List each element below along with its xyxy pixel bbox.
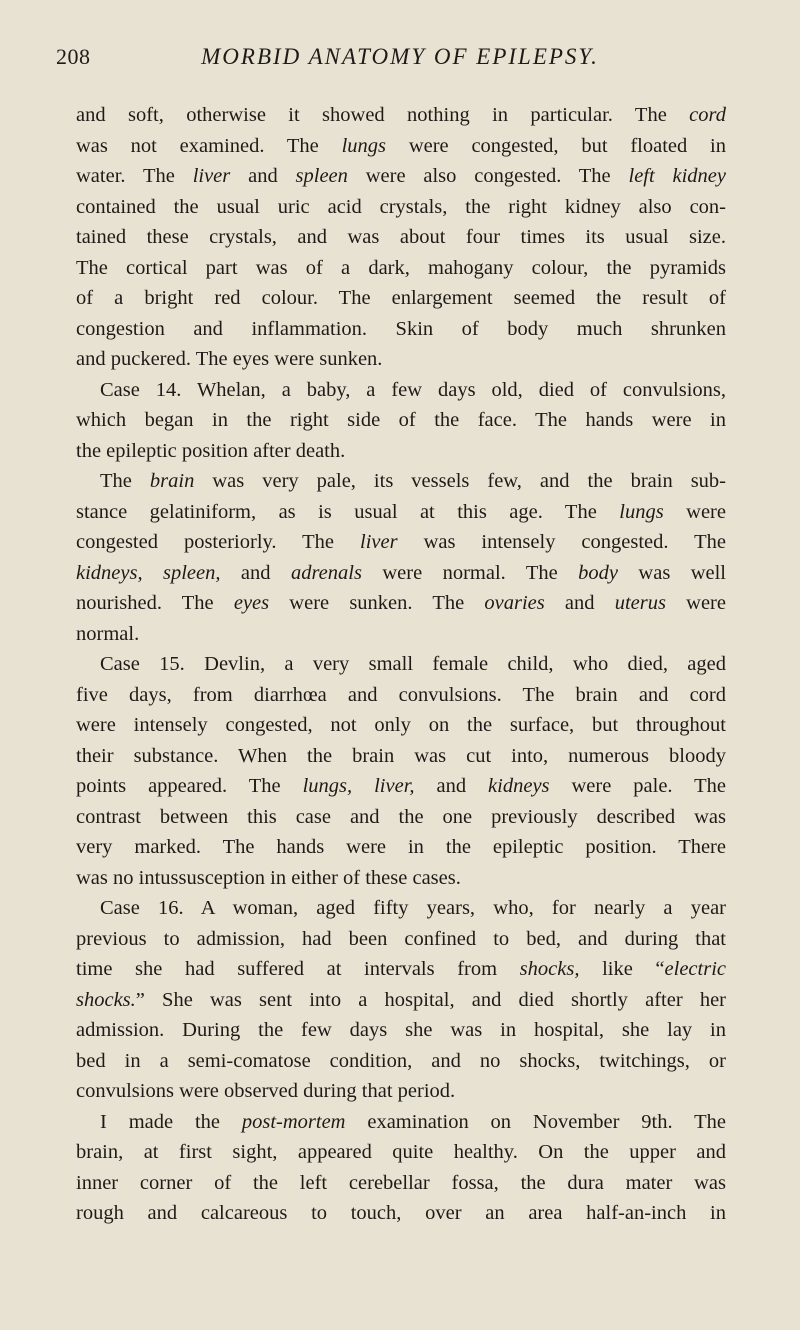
text-segment: five days, from diarrhœa and convulsions. The brain and cord — [76, 683, 726, 706]
text-line — [76, 253, 726, 284]
running-title: MORBID ANATOMY OF EPILEPSY. — [201, 44, 599, 69]
text-line — [76, 893, 726, 924]
text-line — [76, 802, 726, 833]
text-line — [76, 375, 726, 406]
body-text — [76, 100, 726, 1229]
text-segment: congested posteriorly. The — [76, 531, 361, 553]
text-segment: were also congested. The — [347, 165, 629, 187]
text-segment: nourished. The — [76, 592, 234, 614]
italic-term: body — [578, 561, 618, 584]
text-segment: their substance. When the brain was cut into, numerous bloody — [76, 744, 726, 767]
italic-term: shocks. — [76, 988, 136, 1011]
italic-term: lungs, liver, — [302, 775, 415, 797]
text-segment: contained the usual uric acid crystals, the right kidney also con- — [76, 195, 726, 218]
text-segment: the epileptic position after death. — [76, 439, 346, 462]
text-segment: previous to admission, had been confined to bed, and during that — [76, 927, 726, 950]
text-line — [76, 649, 726, 680]
text-segment: Case 14. Whelan, a baby, a few days old, died of convulsions, — [100, 378, 726, 401]
text-line — [76, 863, 726, 894]
italic-term: liver — [192, 165, 231, 187]
text-line — [76, 1137, 726, 1168]
text-segment: were normal. The — [361, 561, 579, 584]
text-segment: and — [414, 775, 489, 797]
italic-term: post-mortem — [241, 1110, 346, 1133]
text-line — [76, 985, 726, 1016]
text-segment: was no intussusception in either of these cases. — [76, 866, 461, 889]
italic-term: left kidney — [628, 165, 727, 187]
text-line — [76, 1046, 726, 1077]
italic-term: ovaries — [484, 592, 545, 614]
italic-term: uterus — [614, 592, 666, 614]
text-segment: I made the — [100, 1110, 242, 1133]
text-line — [76, 710, 726, 741]
text-segment: time she had suffered at intervals from — [76, 958, 520, 980]
text-segment: like “ — [579, 958, 665, 980]
italic-term: lungs — [341, 134, 387, 157]
italic-term: spleen — [295, 165, 348, 187]
text-line — [76, 1198, 726, 1229]
text-line — [76, 405, 726, 436]
page-header — [56, 44, 744, 78]
text-line — [76, 954, 726, 985]
text-line — [76, 741, 726, 772]
italic-term: kidneys, spleen, — [76, 561, 221, 584]
text-segment: brain, at first sight, appeared quite healthy. On the upper and — [76, 1141, 726, 1163]
text-segment: were — [665, 592, 726, 614]
text-line — [76, 466, 726, 497]
text-segment: The — [100, 470, 150, 492]
text-segment: The cortical part was of a dark, mahogany colour, the pyramids — [76, 256, 726, 279]
text-line — [76, 924, 726, 955]
text-line — [76, 131, 726, 162]
text-line — [76, 832, 726, 863]
italic-term: lungs — [619, 500, 664, 523]
page-number: 208 — [56, 44, 91, 69]
text-line — [76, 497, 726, 528]
text-segment: which began in the right side of the face. The hands were in — [76, 409, 726, 431]
italic-term: electric — [664, 958, 726, 980]
text-segment: examination on November 9th. The — [345, 1110, 726, 1133]
text-line — [76, 100, 726, 131]
text-segment: ” She was sent into a hospital, and died shortly after her — [135, 988, 726, 1011]
text-line — [76, 558, 726, 589]
text-segment: admission. During the few days she was in hospital, she lay in — [76, 1019, 726, 1041]
text-line — [76, 1015, 726, 1046]
text-segment: was very pale, its vessels few, and the brain sub- — [194, 470, 726, 492]
text-segment: was not examined. The — [76, 134, 342, 157]
text-line — [76, 588, 726, 619]
text-line — [76, 771, 726, 802]
text-segment: tained these crystals, and was about four times its usual size. — [76, 226, 726, 248]
text-segment: were — [663, 500, 726, 523]
text-segment: were sunken. The — [269, 592, 485, 614]
text-segment: and — [544, 592, 615, 614]
text-segment: inner corner of the left cerebellar fossa, the dura mater was — [76, 1171, 726, 1194]
text-line — [76, 283, 726, 314]
text-segment: very marked. The hands were in the epileptic position. There — [76, 836, 726, 858]
text-segment: Case 15. Devlin, a very small female child, who died, aged — [100, 653, 726, 675]
italic-term: liver — [360, 531, 398, 553]
text-line — [76, 680, 726, 711]
text-segment: was well — [618, 561, 727, 584]
text-segment: rough and calcareous to touch, over an area half-an-inch in — [76, 1202, 726, 1224]
text-line — [76, 314, 726, 345]
italic-term: kidneys — [488, 775, 550, 797]
text-segment: and puckered. The eyes were sunken. — [76, 348, 383, 370]
text-segment: were intensely congested, not only on the surface, but throughout — [76, 714, 726, 736]
text-segment: convulsions were observed during that period. — [76, 1080, 456, 1102]
text-segment: bed in a semi-comatose condition, and no shocks, twitchings, or — [76, 1049, 726, 1072]
text-segment: and — [220, 561, 291, 584]
text-segment: water. The — [76, 165, 193, 187]
text-line — [76, 619, 726, 650]
text-segment: stance gelatiniform, as is usual at this age. The — [76, 500, 620, 523]
italic-term: cord — [689, 104, 726, 126]
text-line — [76, 1168, 726, 1199]
text-segment: Case 16. A woman, aged fifty years, who, for nearly a year — [100, 897, 726, 919]
text-line — [76, 222, 726, 253]
text-line — [76, 1076, 726, 1107]
text-segment: and soft, otherwise it showed nothing in particular. The — [76, 104, 690, 126]
text-segment: normal. — [76, 622, 140, 645]
italic-term: adrenals — [290, 561, 362, 584]
text-segment: were pale. The — [549, 775, 726, 797]
text-line — [76, 344, 726, 375]
text-segment: were congested, but floated in — [386, 134, 727, 157]
text-segment: and — [230, 165, 296, 187]
text-segment: of a bright red colour. The enlargement seemed the result of — [76, 287, 726, 309]
text-segment: congestion and inflammation. Skin of body much shrunken — [76, 317, 726, 340]
text-segment: points appeared. The — [76, 775, 303, 797]
text-line — [76, 192, 726, 223]
text-segment: was intensely congested. The — [397, 531, 726, 553]
text-line — [76, 527, 726, 558]
text-line — [76, 436, 726, 467]
text-line — [76, 161, 726, 192]
italic-term: eyes — [233, 592, 270, 614]
text-line — [76, 1107, 726, 1138]
italic-term: brain — [149, 470, 195, 492]
text-segment: contrast between this case and the one previously described was — [76, 805, 726, 828]
italic-term: shocks, — [519, 958, 580, 980]
